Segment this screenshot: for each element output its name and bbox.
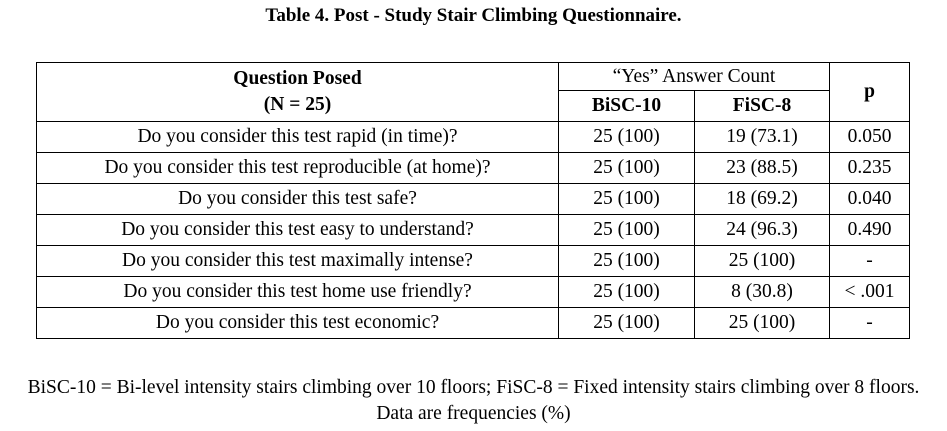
question-cell: Do you consider this test safe? — [37, 184, 559, 215]
question-cell: Do you consider this test reproducible (at home)? — [37, 153, 559, 184]
fisc-cell: 19 (73.1) — [695, 122, 830, 153]
bisc-cell: 25 (100) — [559, 122, 695, 153]
footnote-abbreviations: BiSC-10 = Bi-level intensity stairs climbing over 10 floors; FiSC-8 = Fixed intensity stairs climbing over 8 floors. — [27, 377, 920, 398]
question-cell: Do you consider this test home use friendly? — [37, 277, 559, 308]
table-row — [37, 246, 910, 277]
question-header-line2: (N = 25) — [263, 94, 332, 115]
question-cell: Do you consider this test rapid (in time)? — [37, 122, 559, 153]
p-cell: 0.050 — [830, 122, 910, 153]
yes-answer-count-header: “Yes” Answer Count — [559, 63, 830, 91]
fisc-cell: 8 (30.8) — [695, 277, 830, 308]
fisc-cell: 23 (88.5) — [695, 153, 830, 184]
fisc-cell: 18 (69.2) — [695, 184, 830, 215]
bisc-cell: 25 (100) — [559, 153, 695, 184]
table-row — [37, 153, 910, 184]
p-cell: 0.490 — [830, 215, 910, 246]
table-row — [37, 308, 910, 339]
table-row — [37, 277, 910, 308]
p-cell: 0.040 — [830, 184, 910, 215]
bisc-header: BiSC-10 — [559, 91, 695, 122]
p-cell: < .001 — [830, 277, 910, 308]
fisc-header: FiSC-8 — [695, 91, 830, 122]
fisc-cell: 24 (96.3) — [695, 215, 830, 246]
p-cell: - — [830, 246, 910, 277]
p-header: p — [830, 63, 910, 122]
question-header — [37, 63, 559, 122]
question-header-line1: Question Posed — [233, 68, 362, 89]
question-cell: Do you consider this test maximally intense? — [37, 246, 559, 277]
p-cell: 0.235 — [830, 153, 910, 184]
fisc-cell: 25 (100) — [695, 308, 830, 339]
table-row — [37, 215, 910, 246]
bisc-cell: 25 (100) — [559, 215, 695, 246]
questionnaire-table — [36, 62, 910, 339]
footnote-data-note: Data are frequencies (%) — [376, 403, 571, 424]
question-cell: Do you consider this test easy to understand? — [37, 215, 559, 246]
fisc-cell: 25 (100) — [695, 246, 830, 277]
table-title: Table 4. Post - Study Stair Climbing Questionnaire. — [265, 5, 682, 26]
p-cell: - — [830, 308, 910, 339]
bisc-cell: 25 (100) — [559, 277, 695, 308]
table-row — [37, 122, 910, 153]
question-cell: Do you consider this test economic? — [37, 308, 559, 339]
bisc-cell: 25 (100) — [559, 246, 695, 277]
table-footnote — [0, 375, 947, 427]
table-row — [37, 184, 910, 215]
bisc-cell: 25 (100) — [559, 184, 695, 215]
bisc-cell: 25 (100) — [559, 308, 695, 339]
